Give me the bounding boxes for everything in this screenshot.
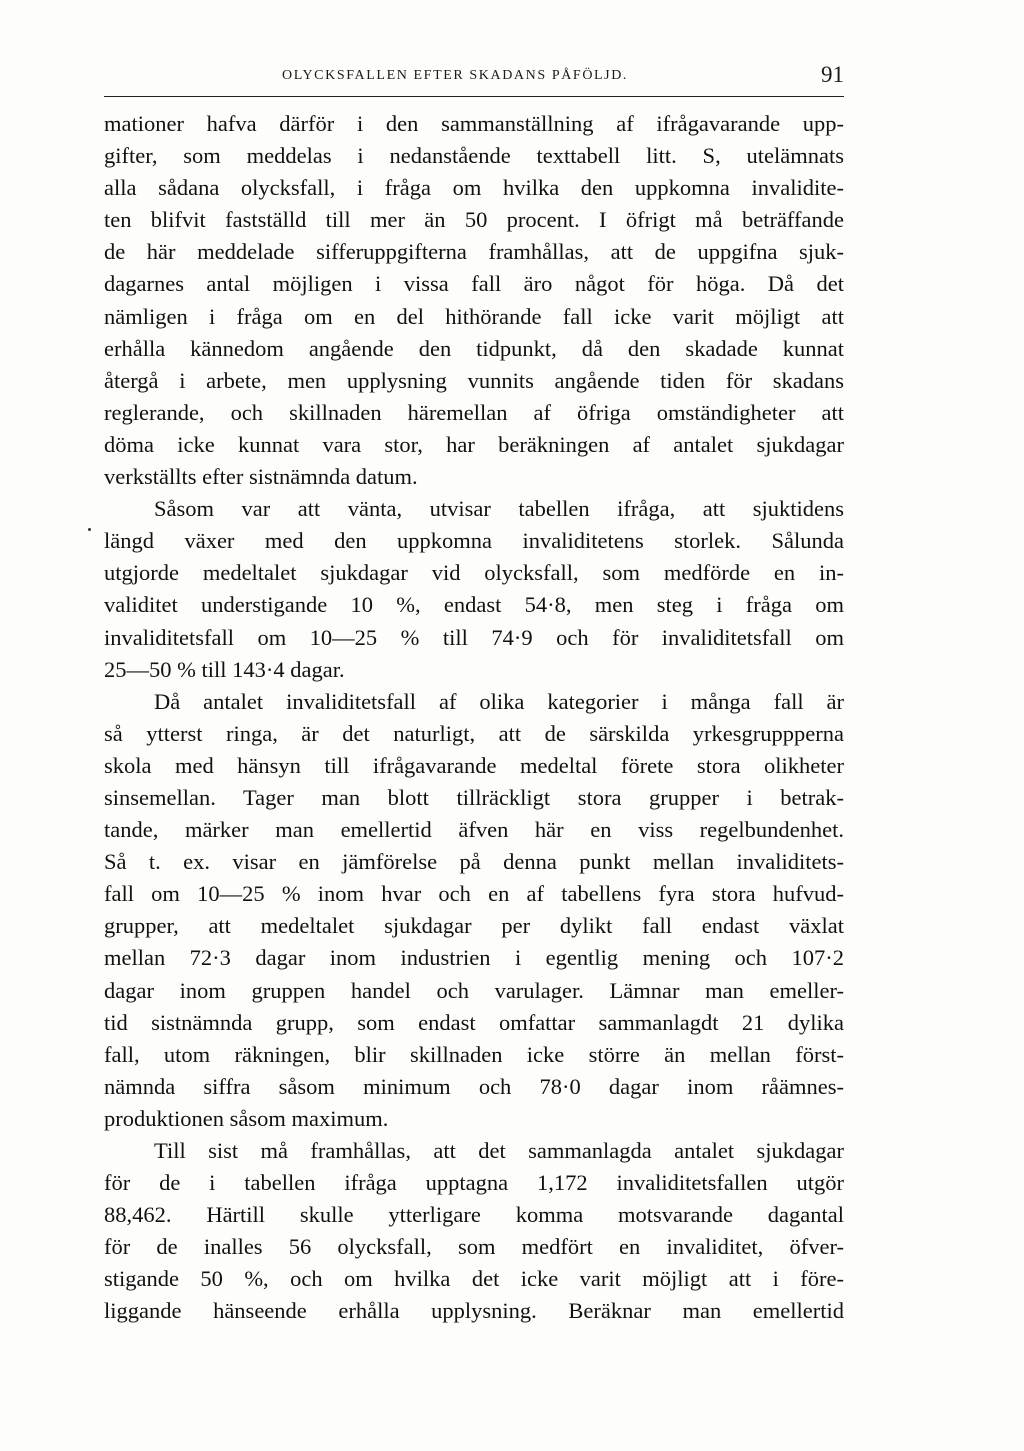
text-line: längd växer med den uppkomna invaliditetens storlek. Sålunda xyxy=(104,528,844,554)
text-line: reglerande, och skillnaden häremellan af öfriga omständigheter att xyxy=(104,399,844,425)
text-line: verkställts efter sistnämnda datum. xyxy=(104,464,418,490)
text-line: döma icke kunnat vara stor, har beräkningen af antalet sjukdagar xyxy=(104,431,844,457)
text-line: alla sådana olycksfall, i fråga om hvilka den uppkomna invalidite- xyxy=(104,175,844,201)
text-line: 88,462. Härtill skulle ytterligare komma motsvarande dagantal xyxy=(104,1202,844,1228)
text-line: utgjorde medeltalet sjukdagar vid olycksfall, som medförde en in- xyxy=(104,560,844,586)
text-line: invaliditetsfall om 10—25 % till 74·9 och för invaliditetsfall om xyxy=(104,624,844,650)
text-line: nämnda siffra såsom minimum och 78·0 dagar inom råämnes- xyxy=(104,1073,844,1099)
text-line: skola med hänsyn till ifrågavarande medeltal förete stora olikheter xyxy=(104,752,844,778)
text-line: så ytterst ringa, är det naturligt, att de särskilda yrkesgruppperna xyxy=(104,720,844,746)
text-line: för de i tabellen ifråga upptagna 1,172 invaliditetsfallen utgör xyxy=(104,1170,844,1196)
paragraph xyxy=(104,493,844,686)
text-line: Då antalet invaliditetsfall af olika kategorier i många fall är xyxy=(154,688,844,714)
text-line: fall om 10—25 % inom hvar och en af tabellens fyra stora hufvud- xyxy=(104,881,844,907)
text-line: 25—50 % till 143·4 dagar. xyxy=(104,656,345,682)
text-line: ten blifvit fastställd till mer än 50 procent. I öfrigt må beträffande xyxy=(104,207,844,233)
text-line: nämligen i fråga om en del hithörande fall icke varit möjligt att xyxy=(104,303,844,329)
text-line: för de inalles 56 olycksfall, som medfört en invaliditet, öfver- xyxy=(104,1234,844,1260)
text-line: stigande 50 %, och om hvilka det icke varit möjligt att i före- xyxy=(104,1266,844,1292)
text-line: mellan 72·3 dagar inom industrien i egentlig mening och 107·2 xyxy=(104,945,844,971)
paragraph xyxy=(104,1135,844,1328)
text-line: gifter, som meddelas i nedanstående texttabell litt. S, utelämnats xyxy=(104,143,844,169)
text-line: Såsom var att vänta, utvisar tabellen ifråga, att sjuktidens xyxy=(154,496,844,522)
text-line: liggande hänseende erhålla upplysning. Beräknar man emellertid xyxy=(104,1298,844,1324)
text-line: mationer hafva därför i den sammanställning af ifrågavarande upp- xyxy=(104,111,844,136)
running-title: OLYCKSFALLEN EFTER SKADANS PÅFÖLJD. xyxy=(282,68,629,83)
text-line: Så t. ex. visar en jämförelse på denna punkt mellan invaliditets- xyxy=(104,849,844,875)
print-speck xyxy=(88,528,91,531)
text-line: grupper, att medeltalet sjukdagar per dylikt fall endast växlat xyxy=(104,913,844,939)
text-line: sinsemellan. Tager man blott tillräckligt stora grupper i betrak- xyxy=(104,784,844,810)
text-line: produktionen såsom maximum. xyxy=(104,1105,389,1131)
text-line: fall, utom räkningen, blir skillnaden icke större än mellan först- xyxy=(104,1041,844,1067)
text-line: dagar inom gruppen handel och varulager. Lämnar man emeller- xyxy=(104,977,844,1003)
text-line: tande, märker man emellertid äfven här en viss regelbundenhet. xyxy=(104,817,844,843)
text-line: de här meddelade sifferuppgifterna framhållas, att de uppgifna sjuk- xyxy=(104,239,844,265)
page-number: 91 xyxy=(821,62,844,87)
text-line: återgå i arbete, men upplysning vunnits angående tiden för skadans xyxy=(104,367,844,393)
body-text xyxy=(104,108,844,1328)
text-line: tid sistnämnda grupp, som endast omfattar sammanlagdt 21 dylika xyxy=(104,1009,844,1035)
text-line: erhålla kännedom angående den tidpunkt, då den skadade kunnat xyxy=(104,335,844,361)
paragraph xyxy=(104,108,844,493)
paragraph xyxy=(104,686,844,1135)
text-line: validitet understigande 10 %, endast 54·8, men steg i fråga om xyxy=(104,592,844,618)
running-header xyxy=(104,62,844,97)
text-line: dagarnes antal möjligen i vissa fall äro något för höga. Då det xyxy=(104,271,844,297)
text-line: Till sist må framhållas, att det sammanlagda antalet sjukdagar xyxy=(154,1138,844,1163)
